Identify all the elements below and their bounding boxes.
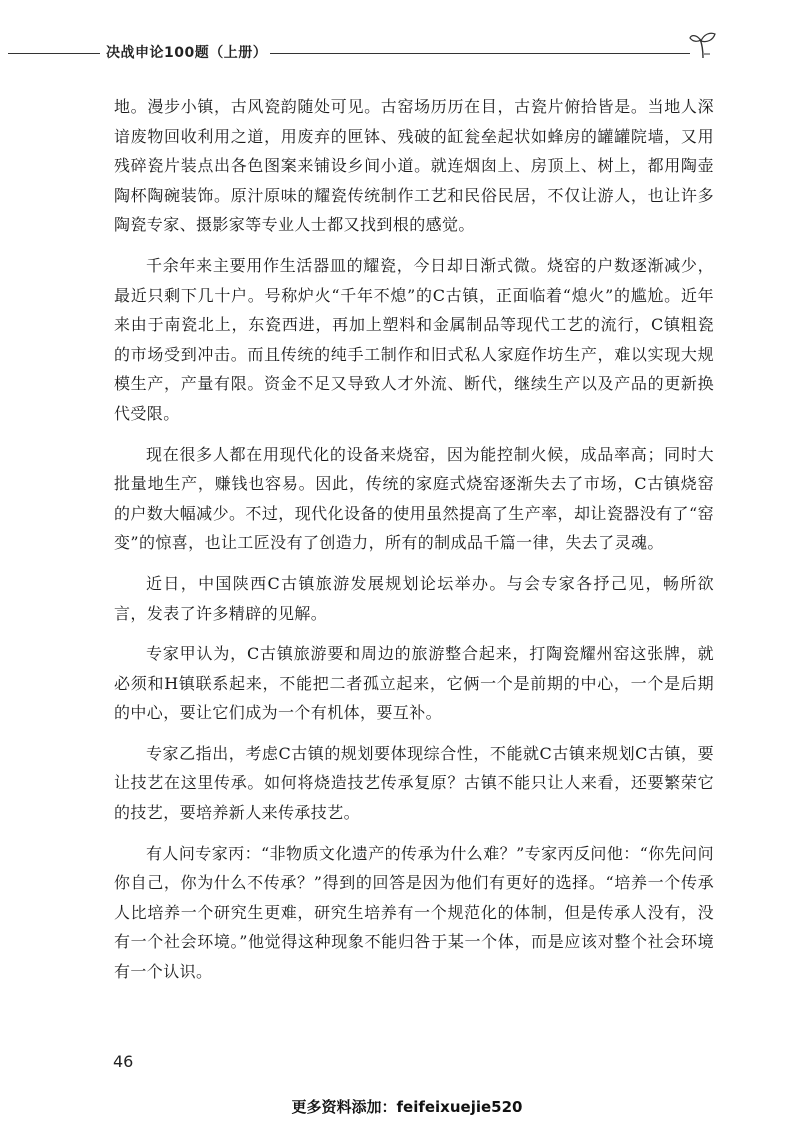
paragraph-3: 现在很多人都在用现代化的设备来烧窑，因为能控制火候，成品率高；同时大批量地生产，赚钱也容易。因此，传统的家庭式烧窑逐渐失去了市场，C古镇烧窑的户数大幅减少。不过，现代化设备的使用虽然提高了生产率，却让瓷器没有了“窑变”的惊喜，也让工匠没有了创造力，所有的制成品千篇一律，失去了灵魂。 [114,444,714,553]
paragraph-4: 近日，中国陕西C古镇旅游发展规划论坛举办。与会专家各抒己见，畅所欲言，发表了许多精辟的见解。 [114,573,714,623]
book-title: 决战申论100题（上册） [106,45,268,61]
sprout-icon [688,30,718,60]
paragraph-6: 专家乙指出，考虑C古镇的规划要体现综合性，不能就C古镇来规划C古镇，要让技艺在这里传承。如何将烧造技艺传承复原？古镇不能只让人来看，还要繁荣它的技艺，要培养新人来传承技艺。 [114,743,714,823]
paragraph-1: 地。漫步小镇，古风瓷韵随处可见。古窑场历历在目，古瓷片俯拾皆是。当地人深谙废物回收利用之道，用废弃的匣钵、残破的缸瓮垒起状如蜂房的罐罐院墙，又用残碎瓷片装点出各色图案来铺设乡间小道。就连烟囱上、房顶上、树上，都用陶壶陶杯陶碗装饰。原汁原味的耀瓷传统制作工艺和民俗民居，不仅让游人，也让许多陶瓷专家、摄影家等专业人士都又找到根的感觉。 [114,97,714,235]
article-body [114,92,714,987]
paragraph-2: 千余年来主要用作生活器皿的耀瓷，今日却日渐式微。烧窑的户数逐渐减少，最近只剩下几十户。号称炉火“千年不熄”的C古镇，正面临着“熄火”的尴尬。近年来由于南瓷北上，东瓷西进，再加上塑料和金属制品等现代工艺的流行，C镇粗瓷的市场受到冲击。而且传统的纯手工制作和旧式私人家庭作坊生产，难以实现大规模生产，产量有限。资金不足又导致人才外流、断代，继续生产以及产品的更新换代受限。 [114,255,714,423]
page-number: 46 [113,1052,134,1071]
page-header [0,30,800,70]
paragraph-5: 专家甲认为，C古镇旅游要和周边的旅游整合起来，打陶瓷耀州窑这张牌，就必须和H镇联系起来，不能把二者孤立起来，它俩一个是前期的中心，一个是后期的中心，要让它们成为一个有机体，要互补。 [114,644,714,723]
footer-note: 更多资料添加：feifeixuejie520 [291,1098,523,1116]
paragraph-7: 有人问专家丙：“非物质文化遗产的传承为什么难？”专家丙反问他：“你先问问你自己，你为什么不传承？”得到的回答是因为他们有更好的选择。“培养一个传承人比培养一个研究生更难，研究生培养有一个规范化的体制，但是传承人没有，没有一个社会环境。”他觉得这种现象不能归咎于某一个体，而是应该对整个社会环境有一个认识。 [114,843,714,982]
header-rule-right [270,53,690,54]
header-rule-left [8,53,100,54]
